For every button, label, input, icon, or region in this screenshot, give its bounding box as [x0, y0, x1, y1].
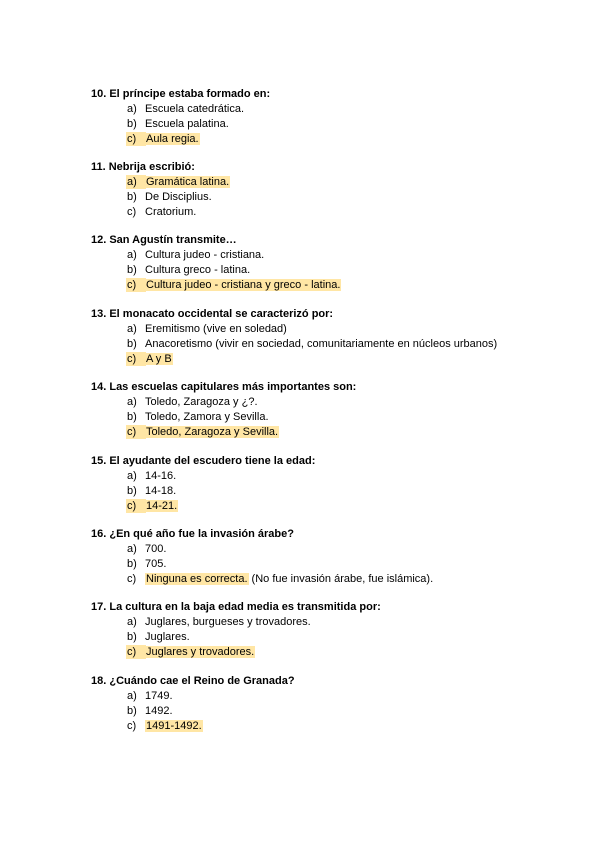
- question-17: [91, 600, 571, 659]
- highlighted-answer: Aula regia.: [146, 132, 199, 145]
- option-b: [91, 117, 571, 132]
- question-title: 14. Las escuelas capitulares más importantes son:: [91, 381, 357, 393]
- option-text-highlighted: [145, 572, 433, 587]
- option-a: [91, 689, 571, 704]
- option-text: De Disciplius.: [145, 190, 212, 203]
- option-c-correct: [91, 425, 571, 440]
- option-letter: b): [127, 410, 137, 423]
- option-letter: c): [127, 278, 137, 291]
- option-c-correct: [91, 645, 571, 660]
- option-letter: a): [127, 396, 137, 408]
- option-letter: b): [127, 337, 137, 350]
- option-letter: c): [127, 132, 137, 145]
- option-letter: c): [127, 425, 137, 438]
- option-letter: a): [127, 323, 137, 335]
- option-text: Toledo, Zaragoza y ¿?.: [145, 396, 258, 408]
- option-text: Cratorium.: [145, 205, 197, 218]
- highlighted-answer: Cultura judeo - cristiana y greco - latina.: [146, 278, 341, 291]
- option-b: [91, 337, 571, 352]
- option-letter: b): [127, 630, 137, 643]
- option-letter: a): [127, 103, 137, 115]
- option-text-highlighted: [145, 719, 203, 734]
- option-letter: c): [127, 352, 137, 365]
- highlighted-answer: Ninguna es correcta.: [146, 572, 248, 585]
- question-18: [91, 674, 571, 733]
- option-text: 14-16.: [145, 470, 177, 482]
- highlighted-answer: A y B: [146, 352, 172, 365]
- question-12: [91, 233, 571, 292]
- question-title: 13. El monacato occidental se caracterizó por:: [91, 308, 334, 320]
- option-text-highlighted: [145, 175, 230, 190]
- option-text: 705.: [145, 557, 167, 570]
- option-c-correct: [91, 278, 571, 293]
- question-10: [91, 87, 571, 146]
- highlighted-answer: 14-21.: [146, 499, 178, 512]
- question-title: 11. Nebrija escribió:: [91, 161, 195, 173]
- highlighted-answer: Toledo, Zaragoza y Sevilla.: [146, 425, 279, 438]
- option-text: Escuela catedrática.: [145, 103, 245, 115]
- option-letter: c): [127, 719, 137, 732]
- option-letter: b): [127, 557, 137, 570]
- option-c-correct: [91, 499, 571, 514]
- option-text-highlighted: [145, 499, 178, 514]
- option-text-highlighted: [145, 645, 255, 660]
- highlighted-answer: 1491-1492.: [146, 719, 202, 732]
- option-b: [91, 410, 571, 425]
- option-text-highlighted: [145, 278, 341, 293]
- question-16: [91, 527, 571, 586]
- question-title: 16. ¿En qué año fue la invasión árabe?: [91, 528, 294, 540]
- option-text-highlighted: [145, 132, 200, 147]
- option-text: Cultura judeo - cristiana.: [145, 249, 265, 261]
- option-c: [91, 205, 571, 220]
- option-text: 14-18.: [145, 484, 177, 497]
- option-a: [91, 395, 571, 410]
- option-letter: b): [127, 704, 137, 717]
- option-text: Juglares, burgueses y trovadores.: [145, 616, 311, 628]
- option-b: [91, 630, 571, 645]
- option-text: Escuela palatina.: [145, 117, 229, 130]
- option-a: [91, 102, 571, 117]
- option-b: [91, 704, 571, 719]
- question-title: 12. San Agustín transmite…: [91, 234, 237, 246]
- option-c-correct: [91, 352, 571, 367]
- question-15: [91, 454, 571, 513]
- option-letter: a): [127, 690, 137, 702]
- option-letter: b): [127, 190, 137, 203]
- option-c-correct: [91, 572, 571, 587]
- option-text: Eremitismo (vive en soledad): [145, 323, 287, 335]
- option-text-highlighted: [145, 425, 279, 440]
- question-title: 18. ¿Cuándo cae el Reino de Granada?: [91, 675, 295, 687]
- option-letter: c): [127, 205, 137, 218]
- option-letter: a): [127, 249, 137, 261]
- highlighted-answer: Gramática latina.: [146, 176, 230, 188]
- option-b: [91, 263, 571, 278]
- option-letter: a): [127, 470, 137, 482]
- option-letter: a): [127, 616, 137, 628]
- question-13: [91, 307, 571, 366]
- option-a: [91, 322, 571, 337]
- option-text: 1492.: [145, 704, 173, 717]
- question-title: 17. La cultura en la baja edad media es transmitida por:: [91, 601, 381, 613]
- option-text: Cultura greco - latina.: [145, 263, 251, 276]
- option-b: [91, 557, 571, 572]
- option-text: Juglares.: [145, 630, 190, 643]
- option-text-highlighted: [145, 352, 173, 367]
- option-letter: c): [127, 499, 137, 512]
- option-b: [91, 190, 571, 205]
- option-letter: a): [127, 176, 137, 188]
- option-a: [91, 615, 571, 630]
- question-title: 15. El ayudante del escudero tiene la edad:: [91, 455, 316, 467]
- option-text: Toledo, Zamora y Sevilla.: [145, 410, 269, 423]
- option-c-correct: [91, 719, 571, 734]
- option-a-correct: [91, 175, 571, 190]
- option-letter: c): [127, 645, 137, 658]
- question-11: [91, 160, 571, 219]
- option-b: [91, 484, 571, 499]
- question-14: [91, 380, 571, 439]
- option-letter: a): [127, 543, 137, 555]
- option-letter: b): [127, 117, 137, 130]
- option-a: [91, 248, 571, 263]
- option-letter: b): [127, 484, 137, 497]
- highlighted-answer: Juglares y trovadores.: [146, 645, 255, 658]
- option-text: 1749.: [145, 690, 173, 702]
- option-a: [91, 542, 571, 557]
- option-a: [91, 469, 571, 484]
- option-letter: b): [127, 263, 137, 276]
- option-letter: c): [127, 572, 137, 585]
- question-title: 10. El príncipe estaba formado en:: [91, 88, 271, 100]
- option-text: 700.: [145, 543, 167, 555]
- option-note: (No fue invasión árabe, fue islámica).: [248, 572, 434, 585]
- option-text: Anacoretismo (vivir en sociedad, comunitariamente en núcleos urbanos): [145, 337, 498, 350]
- option-c-correct: [91, 132, 571, 147]
